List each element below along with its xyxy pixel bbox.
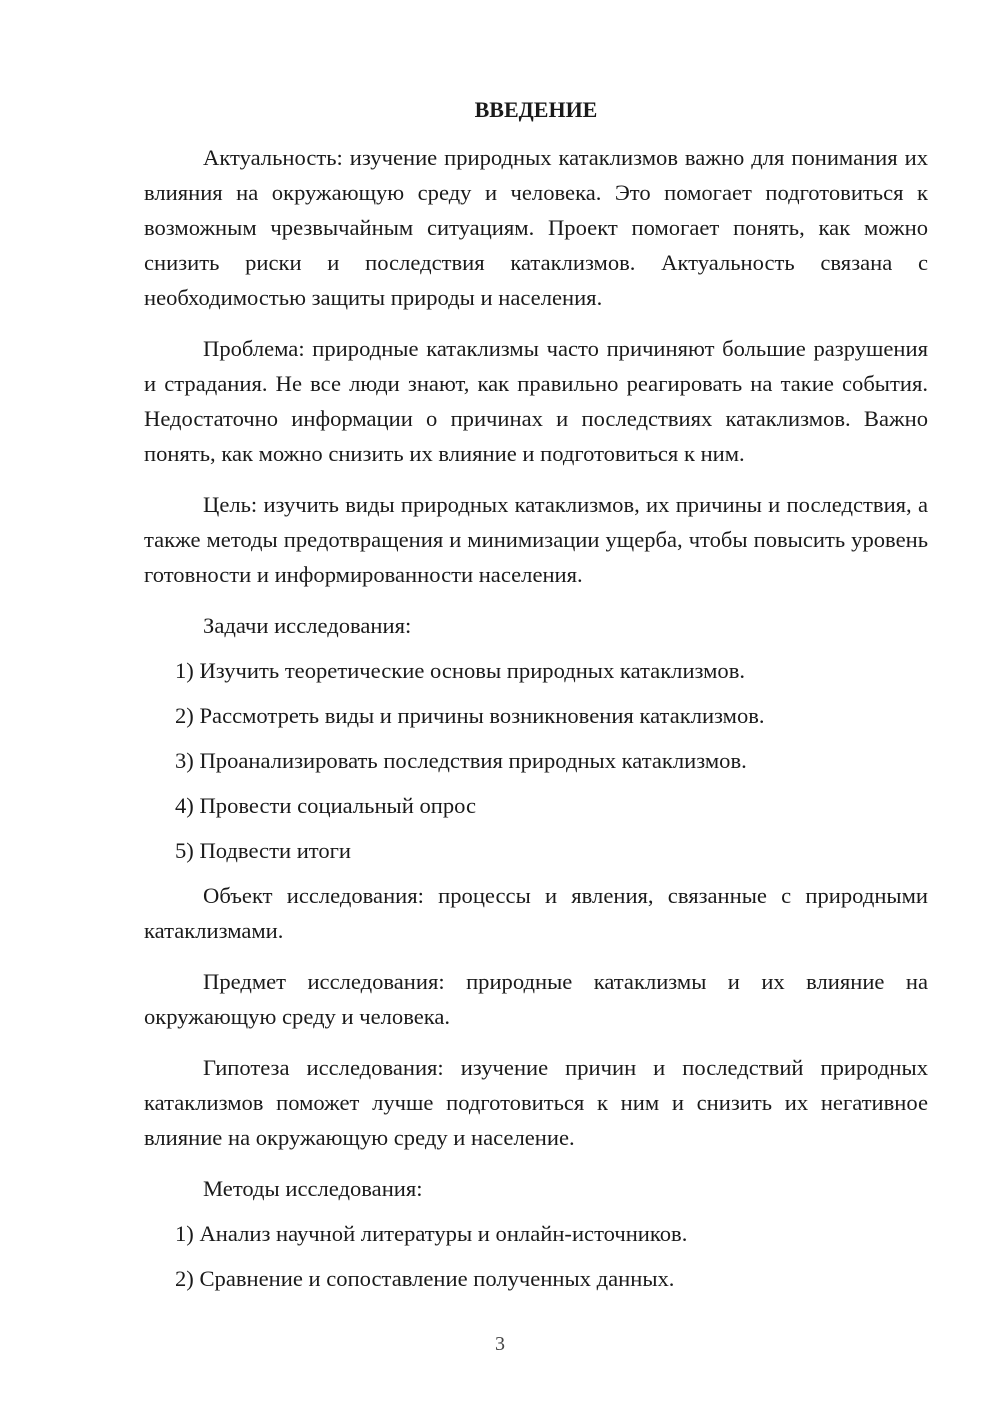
page-number: 3 [495,1333,505,1355]
goal-paragraph: Цель: изучить виды природных катаклизмов, их причины и последствия, а также методы предотвращения и минимизации ущерба, чтобы повысить уровень готовности и информированности населения. [144,492,928,587]
methods-heading: Методы исследования: [203,1176,423,1201]
list-item: 5) Подвести итоги [175,838,352,863]
subject-paragraph: Предмет исследования: природные катаклизмы и их влияние на окружающую среду и человека. [144,969,928,1029]
methods-list [144,1216,928,1296]
tasks-list [144,653,928,868]
list-item: 1) Изучить теоретические основы природных катаклизмов. [175,658,746,683]
list-item: 2) Рассмотреть виды и причины возникновения катаклизмов. [175,703,765,728]
list-item: 1) Анализ научной литературы и онлайн-источников. [175,1221,688,1246]
problem-paragraph: Проблема: природные катаклизмы часто причиняют большие разрушения и страдания. Не все люди знают, как правильно реагировать на такие события. Недостаточно информации о причинах и последствиях катаклизмов. Важно понять, как можно снизить их влияние и подготовиться к ним. [144,336,928,466]
hypothesis-paragraph: Гипотеза исследования: изучение причин и последствий природных катаклизмов поможет лучше подготовиться к ним и снизить их негативное влияние на окружающую среду и население. [144,1055,928,1150]
list-item: 2) Сравнение и сопоставление полученных данных. [175,1266,675,1291]
list-item: 4) Провести социальный опрос [175,793,477,818]
document-page [144,94,928,1306]
actuality-paragraph: Актуальность: изучение природных катаклизмов важно для понимания их влияния на окружающую среду и человека. Это помогает подготовиться к возможным чрезвычайным ситуациям. Проект помогает понять, как можно снизить риски и последствия катаклизмов. Актуальность связана с необходимостью защиты природы и населения. [144,145,928,310]
list-item: 3) Проанализировать последствия природных катаклизмов. [175,748,747,773]
object-paragraph: Объект исследования: процессы и явления, связанные с природными катаклизмами. [144,883,928,943]
page-title: ВВЕДЕНИЕ [474,97,598,122]
tasks-heading: Задачи исследования: [203,613,412,638]
